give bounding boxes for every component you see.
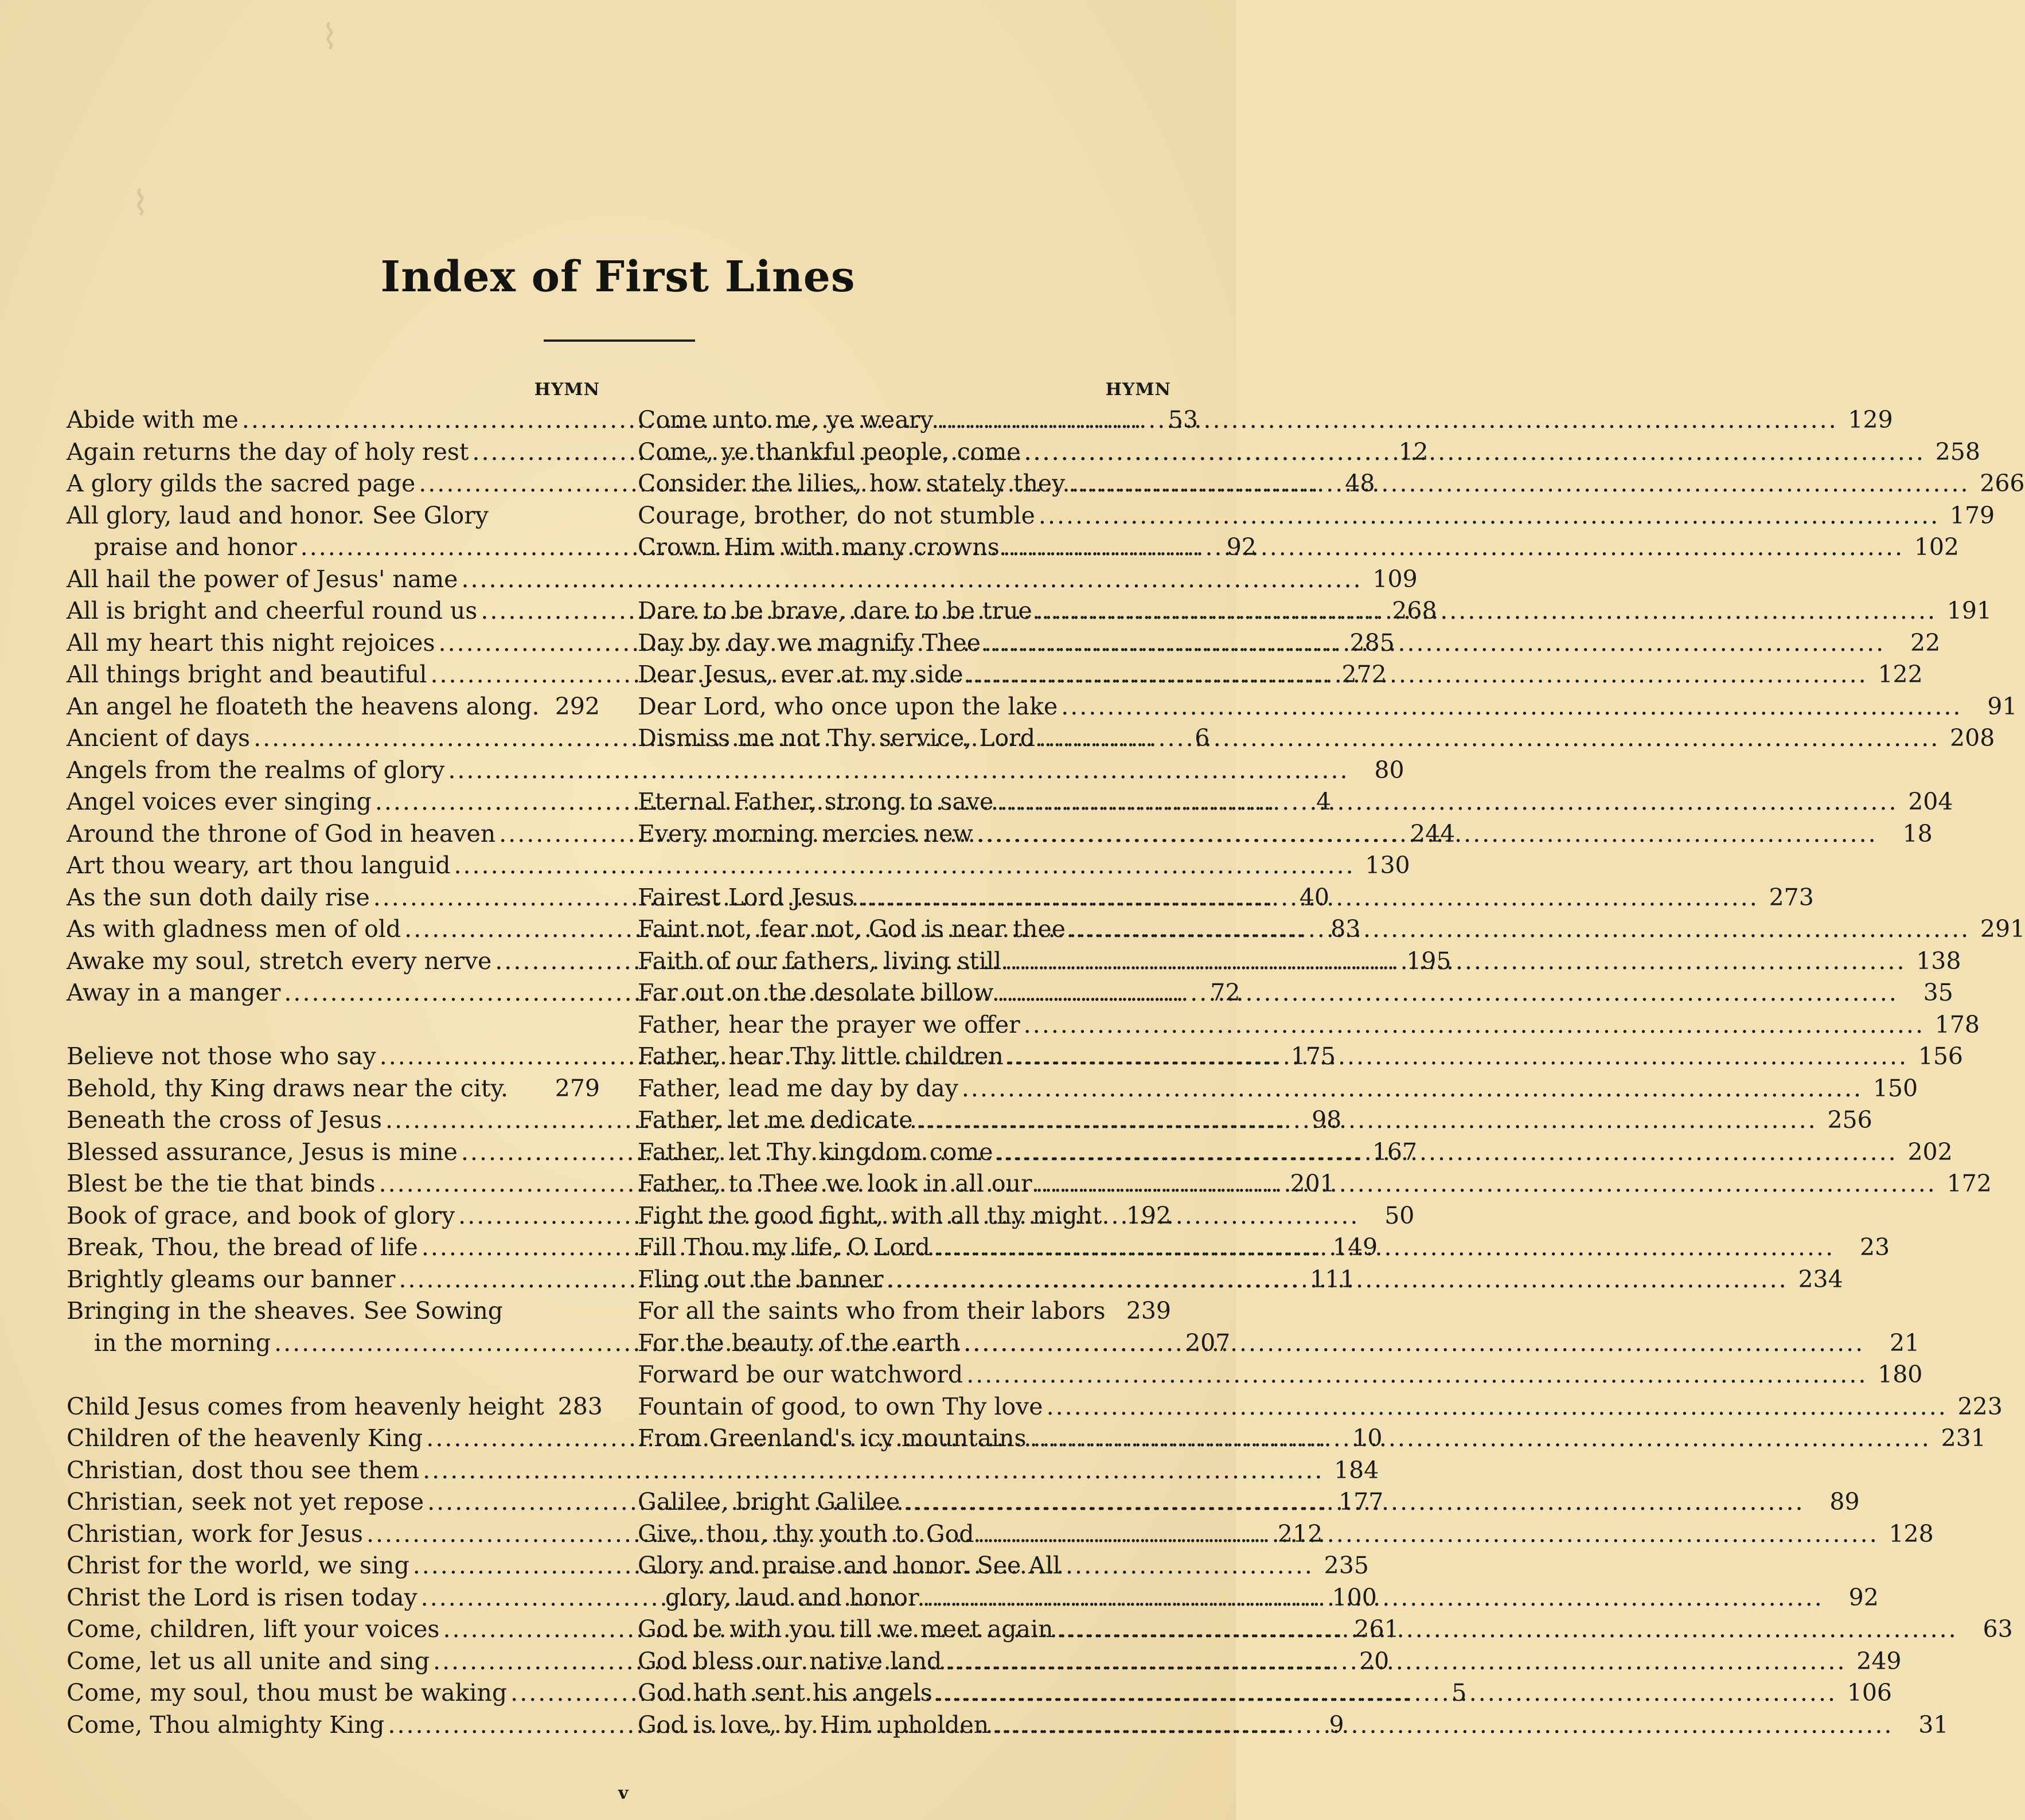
hymn-number: 89 [1829,1488,1860,1516]
index-entry [638,1295,1171,1327]
index-entry [638,1677,1893,1709]
hymn-number: 244 [1410,819,1456,847]
first-line-text: God bless our native land [638,1647,942,1675]
first-line-text: God be with you till we meet again [638,1615,1054,1643]
first-line-text: Brightly gleams our banner [67,1265,396,1293]
leader-dots [1069,913,1970,946]
first-line-text: Angels from the realms of glory [67,756,445,784]
hymn-number: 202 [1907,1138,1953,1166]
leader-dots [997,977,1898,1009]
index-entry [638,722,1995,755]
first-line-text: Angel voices ever singing [67,788,372,815]
hymn-number: 283 [557,1392,603,1420]
first-line-text: Consider the lilies, how stately they [638,470,1066,497]
first-line-text: Far out on the desolate billow [638,979,994,1006]
first-line-text: Courage, brother, do not stumble [638,501,1035,529]
index-entry [638,1073,1918,1105]
first-line-text: Around the throne of God in heaven [67,819,496,847]
first-line-text: Father, let Thy kingdom come [638,1138,993,1166]
index-entry [67,564,1418,596]
hymn-number: 109 [1372,565,1418,593]
first-line-text: glory, laud and honor [665,1583,919,1611]
section-spacer [638,850,1171,882]
hymn-number: 292 [555,692,600,720]
index-entry [67,500,600,532]
hymn-number: 258 [1935,438,1980,466]
leader-dots [903,1486,1804,1518]
hymn-number: 4 [1316,788,1332,815]
first-line-text: praise and honor [94,533,297,561]
leader-dots [858,882,1759,914]
faint-pencil-mark: ⌇ [132,183,149,224]
hymn-number: 100 [1332,1583,1377,1611]
first-line-text: All hail the power of Jesus' name [67,565,458,593]
hymn-number: 9 [1329,1710,1344,1739]
first-line-text: As the sun doth daily rise [67,883,370,911]
first-line-text: Art thou weary, art thou languid [67,852,451,879]
index-entry [67,1455,1379,1487]
first-line-text: Christ for the world, we sing [67,1552,409,1579]
leader-dots [1068,468,1969,500]
hymn-number: 180 [1878,1361,1923,1388]
first-line-text: For the beauty of the earth [638,1329,960,1357]
leader-dots [934,1232,1835,1264]
hymn-number: 231 [1941,1424,1986,1452]
hymn-number: 92 [1848,1583,1879,1611]
hymn-number: 235 [1324,1552,1369,1579]
first-line-text: Come unto me, ye weary [638,406,934,433]
leader-dots [1003,532,1904,564]
first-line-text: A glory gilds the sacred page [67,470,416,497]
first-line-text: Forward be our watchword [638,1361,963,1388]
first-line-text: Glory and praise and honor. See All [638,1552,1061,1579]
index-entry [638,1550,1171,1582]
index-entry [638,500,1995,532]
first-line-text: Awake my soul, stretch every nerve [67,947,492,975]
leader-dots [1039,500,1940,532]
hymn-number: 23 [1859,1233,1890,1261]
first-line-text: Come, my soul, thou must be waking [67,1679,508,1706]
first-line-text: Beneath the cross of Jesus [67,1106,383,1134]
leader-dots [937,404,1837,436]
section-spacer [67,1009,600,1041]
leader-dots [1056,1614,1957,1646]
leader-dots [1036,595,1937,627]
leader-dots [1047,1391,1948,1423]
hymn-number: 48 [1345,470,1375,497]
hymn-number: 5 [1452,1679,1467,1706]
first-line-text: God is love, by Him upholden [638,1710,989,1739]
first-line-text: Christian, seek not yet repose [67,1488,424,1516]
hymn-number: 178 [1934,1010,1980,1038]
first-line-text: Dare to be brave, dare to be true [638,597,1032,624]
hymn-number: 249 [1856,1647,1902,1675]
leader-dots [1007,1041,1908,1073]
hymn-number: 204 [1908,788,1953,815]
index-entry [67,850,1410,882]
hymn-column-header: HYMN [534,380,600,400]
leader-dots [945,1646,1846,1678]
page-title: Index of First Lines [380,252,856,302]
first-line-text: Dear Jesus, ever at my side [638,661,963,688]
leader-dots [962,1073,1863,1105]
hymn-number: 266 [1980,470,2025,497]
hymn-number: 207 [1185,1329,1231,1357]
leader-dots [936,1677,1837,1709]
section-spacer [638,564,1171,596]
leader-dots [1036,1168,1937,1200]
hymn-number: 195 [1406,947,1452,975]
hymn-number: 239 [1126,1297,1171,1325]
first-line-text: Christian, dost thou see them [67,1456,420,1484]
hymn-number: 10 [1352,1424,1383,1452]
hymn-number: 191 [1946,597,1992,624]
hymn-number: 72 [1210,979,1240,1006]
hymn-number: 172 [1946,1170,1992,1197]
leader-dots [887,1264,1788,1296]
hymn-number: 130 [1365,852,1410,879]
first-line-text: Galilee, bright Galilee [638,1488,900,1516]
first-line-text: Father, let me dedicate [638,1106,913,1134]
hymn-number: 149 [1332,1233,1378,1261]
first-line-text: Behold, thy King draws near the city. [67,1074,509,1102]
hymn-number: 138 [1916,947,1961,975]
hymn-column-header: HYMN [1105,380,1171,400]
leader-dots [1039,722,1940,755]
faint-pencil-mark: ⌇ [321,17,338,57]
hymn-number: 111 [1310,1265,1355,1293]
first-line-text: Fight the good fight, with all thy might [638,1201,1102,1229]
hymn-number: 212 [1277,1520,1323,1548]
first-line-text: Father, hear Thy little children [638,1042,1004,1070]
leader-dots [963,1327,1864,1360]
hymn-number: 179 [1949,501,1995,529]
leader-dots [966,659,1867,691]
hymn-number: 273 [1769,883,1814,911]
hymn-number: 208 [1950,724,1995,752]
first-line-text: Father, hear the prayer we offer [638,1010,1020,1038]
first-line-text: Ancient of days [67,724,251,752]
hymn-number: 279 [555,1074,600,1102]
first-line-text: All things bright and beautiful [67,661,427,688]
index-entry [67,1295,600,1327]
index-entry [638,1391,2003,1423]
hymn-number: 167 [1372,1138,1418,1166]
hymn-number: 150 [1872,1074,1918,1102]
leader-dots [923,1582,1824,1614]
hymn-number: 22 [1910,628,1941,657]
leader-dots [916,1104,1817,1136]
first-line-text: God hath sent his angels [638,1679,932,1706]
leader-dots [996,1136,1897,1169]
first-line-text: Fountain of good, to own Thy love [638,1392,1043,1420]
index-entry [67,1391,603,1423]
first-line-text: Come, Thou almighty King [67,1710,385,1739]
first-line-text: Book of grace, and book of glory [67,1201,455,1229]
hymn-number: 12 [1398,438,1429,466]
first-line-text: Come, ye thankful people, come [638,438,1021,466]
first-line-text: Give, thou, thy youth to God [638,1520,974,1548]
hymn-number: 192 [1126,1201,1171,1229]
first-line-text: As with gladness men of old [67,915,401,943]
hymn-number: 184 [1334,1456,1379,1484]
hymn-number: 53 [1168,406,1198,433]
leader-dots [966,1359,1867,1391]
index-entry [638,1009,1980,1041]
first-line-text: Believe not those who say [67,1042,376,1070]
first-line-text: Dear Lord, who once upon the lake [638,692,1058,720]
first-line-text: Christ the Lord is risen today [67,1583,418,1611]
first-line-text: All glory, laud and honor. See Glory [67,501,489,529]
hymn-number: 177 [1339,1488,1384,1516]
hymn-number: 40 [1299,883,1329,911]
hymn-number: 18 [1902,819,1933,847]
section-spacer [638,1455,1171,1487]
hymn-number: 272 [1341,661,1387,688]
index-entry [638,1200,1171,1232]
hymn-number: 223 [1957,1392,2003,1420]
index-entry [67,1073,600,1105]
first-line-text: Crown Him with many crowns [638,533,1000,561]
first-line-text: Blessed assurance, Jesus is mine [67,1138,458,1166]
first-line-text: Come, children, lift your voices [67,1615,440,1643]
leader-dots [1024,1009,1925,1041]
hymn-number: 83 [1331,915,1361,943]
first-line-text: Day by day we magnify Thee [638,628,981,657]
first-line-text: Break, Thou, the bread of life [67,1233,418,1261]
hymn-number: 122 [1878,661,1923,688]
first-line-text: Come, let us all unite and sing [67,1647,430,1675]
leader-dots [976,818,1877,850]
hymn-number: 6 [1195,724,1210,752]
leader-dots [1005,946,1906,978]
first-line-text: Fill Thou my life, O Lord [638,1233,930,1261]
first-line-text: Child Jesus comes from heavenly height [67,1392,544,1420]
hymn-number: 92 [1226,533,1257,561]
section-spacer [67,1359,600,1391]
hymn-number: 234 [1798,1265,1843,1293]
first-line-text: From Greenland's icy mountains [638,1424,1027,1452]
first-line-text: Again returns the day of holy rest [67,438,469,466]
first-line-text: All is bright and cheerful round us [67,597,478,624]
hymn-number: 98 [1312,1106,1342,1134]
first-line-text: Dismiss me not Thy service, Lord [638,724,1036,752]
first-line-text: Bringing in the sheaves. See Sowing [67,1297,503,1325]
leader-dots [997,786,1898,818]
leader-dots [1061,691,1962,723]
hymn-number: 80 [1374,756,1404,784]
hymn-number: 268 [1392,597,1437,624]
first-line-text: Faith of our fathers, living still [638,947,1002,975]
hymn-number: 106 [1847,1679,1893,1706]
hymn-number: 291 [1980,915,2025,943]
first-line-text: Eternal Father, strong to save [638,788,994,815]
leader-dots [1030,1423,1931,1455]
leader-dots [984,627,1885,659]
first-line-text: Father, to Thee we look in all our [638,1170,1032,1197]
leader-dots [1024,436,1925,468]
page-number: v [618,1783,629,1803]
hymn-number: 129 [1848,406,1893,433]
first-line-text: in the morning [94,1329,271,1357]
hymn-number: 21 [1890,1329,1920,1357]
first-line-text: Abide with me [67,406,239,433]
first-line-text: Away in a manger [67,979,281,1006]
first-line-text: An angel he floateth the heavens along. [67,692,540,720]
index-entry [638,786,1953,818]
hymn-number: 256 [1827,1106,1872,1134]
hymn-number: 102 [1914,533,1960,561]
first-line-text: Children of the heavenly King [67,1424,423,1452]
hymn-number: 201 [1290,1170,1335,1197]
first-line-text: Fling out the banner [638,1265,884,1293]
index-entry [638,1359,1923,1391]
hymn-number: 285 [1349,628,1395,657]
hymn-number: 175 [1290,1042,1336,1070]
first-line-text: Blest be the tie that binds [67,1170,376,1197]
hymn-number: 261 [1354,1615,1399,1643]
leader-dots [992,1709,1893,1741]
hymn-number: 35 [1923,979,1953,1006]
hymn-number: 20 [1359,1647,1390,1675]
hymn-number: 50 [1384,1201,1415,1229]
title-rule [544,339,695,342]
section-spacer [638,755,1171,787]
first-line-text: All my heart this night rejoices [67,628,435,657]
index-entry [638,1709,1949,1741]
hymn-number: 128 [1889,1520,1934,1548]
hymn-number: 156 [1918,1042,1964,1070]
hymn-number: 63 [1983,1615,2013,1643]
first-line-text: Christian, work for Jesus [67,1520,363,1548]
index-entry [67,755,1404,787]
first-line-text: Every morning mercies new [638,819,973,847]
first-line-text: Faint not, fear not, God is near thee [638,915,1066,943]
index-entry [67,691,600,723]
first-line-text: Father, lead me day by day [638,1074,958,1102]
index-entry [638,691,2018,723]
first-line-text: Fairest Lord Jesus [638,883,855,911]
leader-dots [978,1518,1879,1550]
hymn-number: 91 [1987,692,2018,720]
first-line-text: For all the saints who from their labors [638,1297,1106,1325]
hymn-number: 31 [1918,1710,1949,1739]
